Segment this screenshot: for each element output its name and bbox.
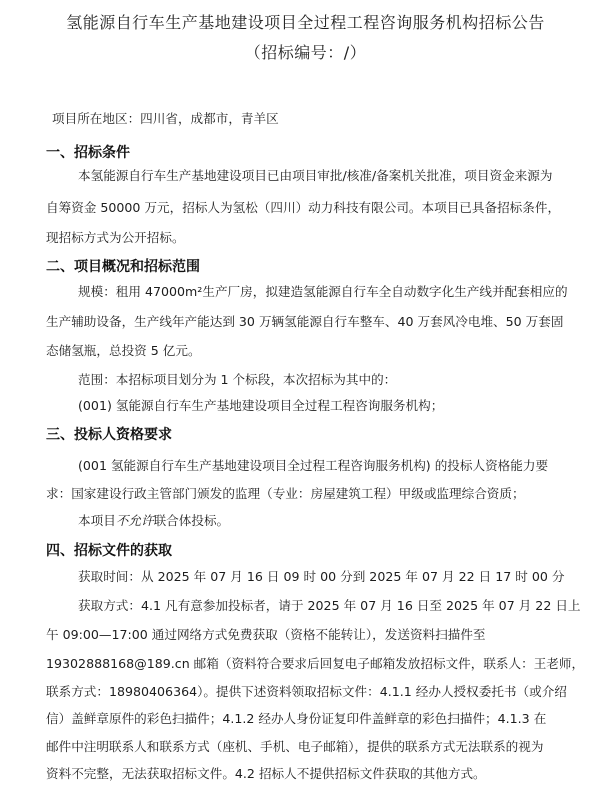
paragraph-line: 态储氢瓶，总投资 5 亿元。 xyxy=(46,343,201,358)
paragraph-line: 信）盖鲜章原件的彩色扫描件；4.1.2 经办人身份证复印件盖鲜章的彩色扫描件；4.1.3 在 xyxy=(46,711,547,726)
paragraph-line: 范围：本招标项目划分为 1 个标段，本次招标为其中的： xyxy=(78,372,397,387)
paragraph-line: 午 09:00—17:00 通过网络方式免费获取（资格不能转让），发送资料扫描件至 xyxy=(46,627,486,642)
section-heading-conditions: 一、招标条件 xyxy=(46,145,130,161)
paragraph-line: 规模：租用 47000m²生产厂房，拟建造氢能源自行车全自动数字化生产线并配套相应的 xyxy=(78,284,568,299)
paragraph-line: (001) 氢能源自行车生产基地建设项目全过程工程咨询服务机构； xyxy=(78,398,444,413)
paragraph-line: (001 氢能源自行车生产基地建设项目全过程工程咨询服务机构) 的投标人资格能力要 xyxy=(78,458,549,473)
tender-number: （招标编号：/） xyxy=(244,43,367,62)
paragraph-line: 现招标方式为公开招标。 xyxy=(46,230,185,245)
section-heading-qualification: 三、投标人资格要求 xyxy=(46,427,172,443)
paragraph-line: 获取时间：从 2025 年 07 月 16 日 09 时 00 分到 2025 年 07 月 22 日 17 时 00 分 xyxy=(78,569,565,584)
paragraph-line: 19302888168@189.cn 邮箱（资料符合要求后回复电子邮箱发放招标文件，联系人：王老师， xyxy=(46,656,585,671)
section-heading-documents: 四、招标文件的获取 xyxy=(46,543,172,559)
paragraph-line: 求：国家建设行政主管部门颁发的监理（专业：房屋建筑工程）甲级或监理综合资质； xyxy=(46,486,525,501)
paragraph-line: 自筹资金 50000 万元，招标人为氢松（四川）动力科技有限公司。本项目已具备招标条件， xyxy=(46,200,561,215)
notice-title: 氢能源自行车生产基地建设项目全过程工程咨询服务机构招标公告 xyxy=(66,13,545,32)
paragraph-line: 资料不完整，无法获取招标文件。4.2 招标人不提供招标文件获取的其他方式。 xyxy=(46,766,486,781)
joint-italic: 不允许 xyxy=(115,513,154,528)
joint-venture-line xyxy=(78,513,229,529)
paragraph-line: 邮件中注明联系人和联系方式（座机、手机、电子邮箱），提供的联系方式无法联系的视为 xyxy=(46,739,544,754)
paragraph-line: 获取方式：4.1 凡有意参加投标者，请于 2025 年 07 月 16 日至 2025 年 07 月 22 日上 xyxy=(78,598,581,613)
section-heading-overview: 二、项目概况和招标范围 xyxy=(46,259,200,275)
joint-prefix: 本项目 xyxy=(78,513,116,528)
project-location: 项目所在地区：四川省，成都市，青羊区 xyxy=(52,111,279,126)
joint-suffix: 联合体投标。 xyxy=(153,513,230,528)
paragraph-line: 本氢能源自行车生产基地建设项目已由项目审批/核准/备案机关批准，项目资金来源为 xyxy=(78,168,553,183)
paragraph-line: 生产辅助设备，生产线年产能达到 30 万辆氢能源自行车整车、40 万套风冷电堆、50 万套固 xyxy=(46,314,564,329)
paragraph-line: 联系方式：18980406364）。提供下述资料领取招标文件：4.1.1 经办人授权委托书（或介绍 xyxy=(46,684,567,699)
